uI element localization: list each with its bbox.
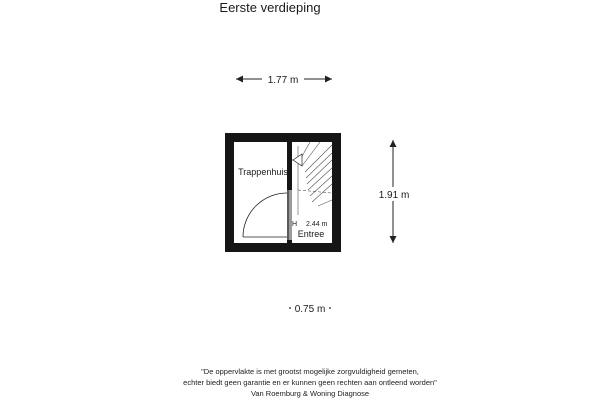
disclaimer <box>0 366 600 399</box>
height-label: 1.91 m <box>378 190 410 201</box>
floor-title: Eerste verdieping <box>219 0 321 15</box>
disclaimer-line-2: echter biedt geen garantie en er kunnen geen rechten aan ontleend worden" <box>183 378 437 387</box>
bottom-dimension <box>289 304 331 315</box>
width-label: 1.77 m <box>267 75 299 86</box>
room-label-entree: Entree <box>297 229 325 239</box>
height-marker: H <box>292 221 298 228</box>
disclaimer-line-3: Van Roemburg & Woning Diagnose <box>250 389 370 398</box>
height-dimension <box>375 140 413 243</box>
ceiling-height-value: 2.44 m <box>306 221 328 228</box>
disclaimer-line-1: "De oppervlakte is met grootst mogelijke zorgvuldigheid gemeten, <box>201 367 419 376</box>
room-label-trappenhuis: Trappenhuis <box>238 167 288 177</box>
bottom-label: 0.75 m <box>294 304 326 315</box>
width-dimension <box>236 72 332 86</box>
